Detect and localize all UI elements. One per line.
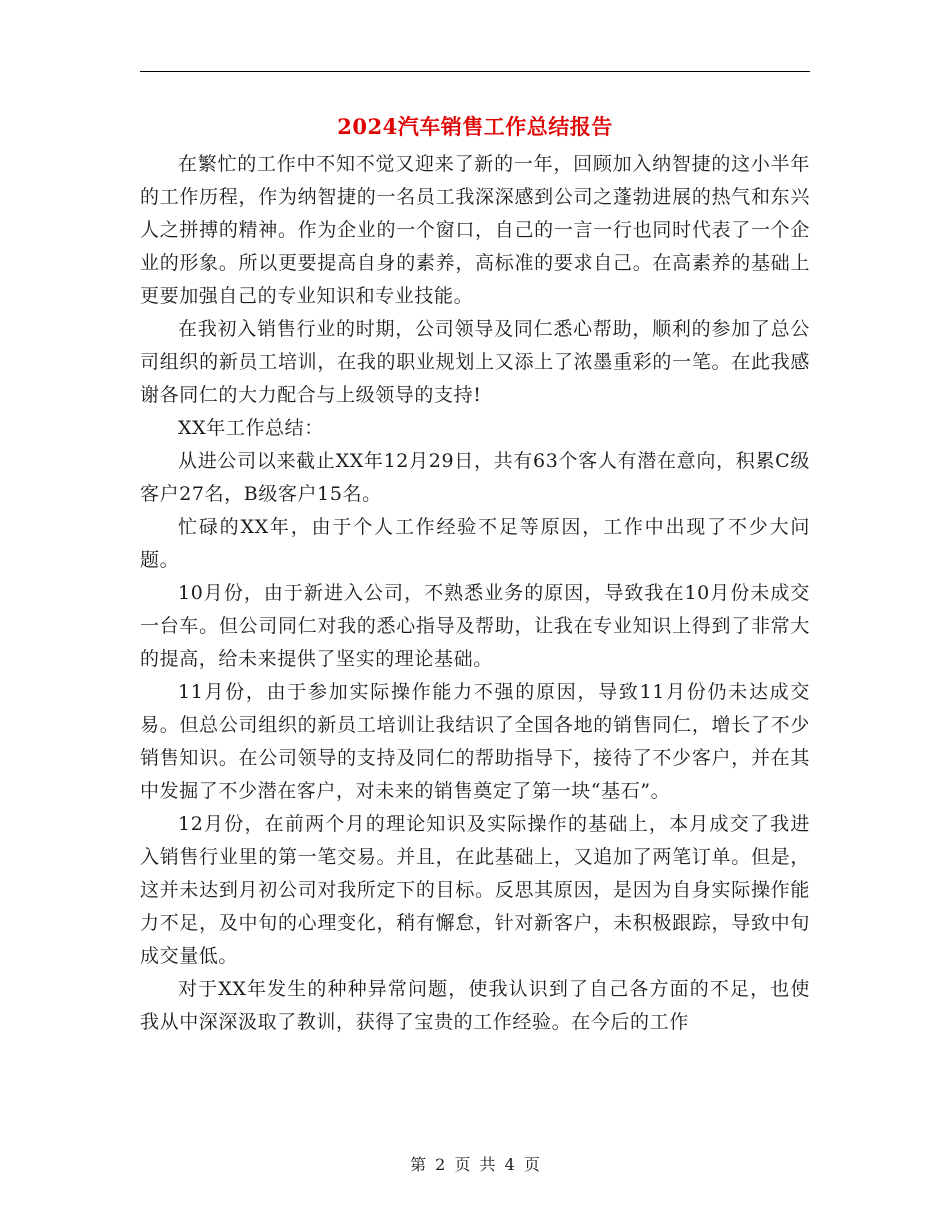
paragraph: 从进公司以来截止XX年12月29日，共有63个客人有潜在意向，积累C级客户27名，B级客户15名。 [140, 450, 810, 505]
paragraph: 10月份，由于新进入公司，不熟悉业务的原因，导致我在10月份未成交一台车。但公司同仁对我的悉心指导及帮助，让我在专业知识上得到了非常大的提高，给未来提供了坚实的理论基础。 [140, 582, 810, 670]
paragraph: 11月份，由于参加实际操作能力不强的原因，导致11月份仍未达成交易。但总公司组织的新员工培训让我结识了全国各地的销售同仁，增长了不少销售知识。在公司领导的支持及同仁的帮助指导下，接待了不少客户，并在其中发掘了不少潜在客户，对未来的销售奠定了第一块“基石”。 [140, 681, 810, 802]
paragraph: 对于XX年发生的种种异常问题，使我认识到了自己各方面的不足，也使我从中深深汲取了教训，获得了宝贵的工作经验。在今后的工作 [140, 978, 810, 1033]
header-rule [140, 71, 810, 72]
paragraph: 忙碌的XX年，由于个人工作经验不足等原因，工作中出现了不少大问题。 [140, 516, 810, 571]
document-title: 2024汽车销售工作总结报告 [337, 114, 613, 139]
document-body [140, 148, 810, 1039]
paragraph: 在繁忙的工作中不知不觉又迎来了新的一年，回顾加入纳智捷的这小半年的工作历程，作为纳智捷的一名员工我深深感到公司之蓬勃进展的热气和东兴人之拼搏的精神。作为企业的一个窗口，自己的一言一行也同时代表了一个企业的形象。所以更要提高自身的素养，高标准的要求自己。在高素养的基础上更要加强自己的专业知识和专业技能。 [140, 153, 810, 307]
paragraph: 在我初入销售行业的时期，公司领导及同仁悉心帮助，顺利的参加了总公司组织的新员工培训，在我的职业规划上又添上了浓墨重彩的一笔。在此我感谢各同仁的大力配合与上级领导的支持! [140, 318, 810, 406]
paragraph: 12月份，在前两个月的理论知识及实际操作的基础上，本月成交了我进入销售行业里的第一笔交易。并且，在此基础上，又追加了两笔订单。但是，这并未达到月初公司对我所定下的目标。反思其原因，是因为自身实际操作能力不足，及中旬的心理变化，稍有懈怠，针对新客户，未积极跟踪，导致中旬成交量低。 [140, 813, 810, 967]
paragraph: XX年工作总结： [178, 417, 324, 439]
page-footer: 第 2 页 共 4 页 [410, 1155, 540, 1174]
